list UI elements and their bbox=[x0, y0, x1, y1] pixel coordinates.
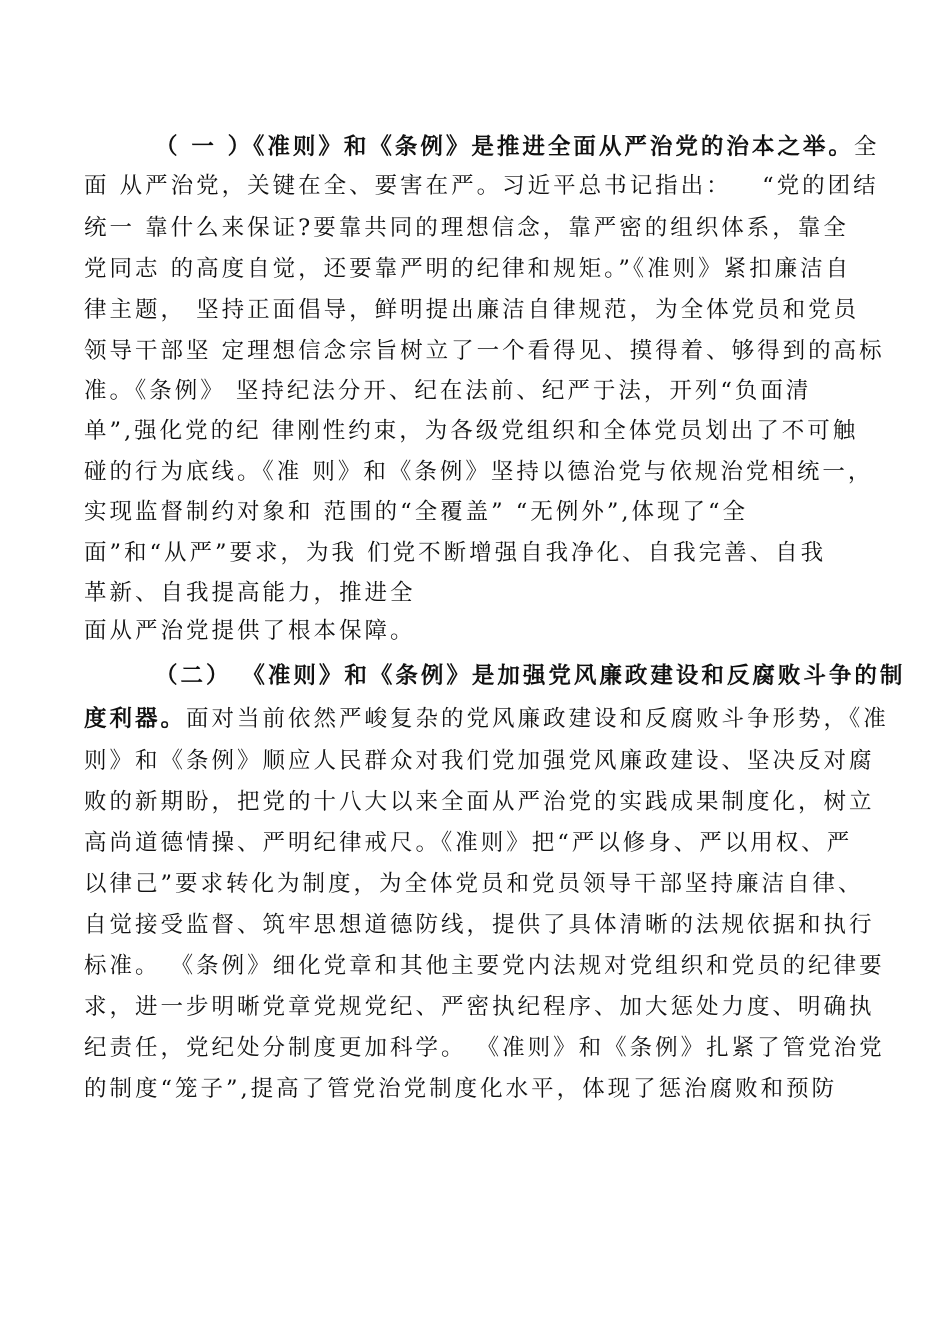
section1-line-5: 律主题， 坚持正面倡导，鲜明提出廉洁自律规范，为全体党员和党员 bbox=[84, 297, 860, 323]
section1-line-8: 单”,强化党的纪 律刚性约束，为各级党组织和全体党员划出了不可触 bbox=[84, 418, 859, 444]
section2-heading-end: 度利器。 bbox=[84, 706, 187, 732]
section2-line-4: 败的新期盼，把党的十八大以来全面从严治党的实践成果制度化，树立 bbox=[84, 789, 875, 815]
section2-line-10: 纪责任，党纪处分制度更加科学。 《准则》和《条例》扎紧了管党治党 bbox=[84, 1035, 885, 1061]
section1-line-2: 面 从严治党，关键在全、要害在严。习近平总书记指出： “党的团结 bbox=[84, 173, 879, 199]
section1-line-13: 面从严治党提供了根本保障。 bbox=[84, 618, 416, 644]
section1-line-3: 统一 靠什么来保证?要靠共同的理想信念，靠严密的组织体系，靠全 bbox=[84, 215, 849, 241]
section1-line-11: 面”和“从严”要求，为我 们党不断增强自我净化、自我完善、自我 bbox=[84, 540, 827, 566]
section2-heading: （二） 《准则》和《条例》是加强党风廉政建设和反腐败斗争的制 bbox=[155, 663, 906, 689]
section2-line-9: 求，进一步明晰党章党规党纪、严密执纪程序、加大惩处力度、明确执 bbox=[84, 994, 875, 1020]
section2-line-5: 高尚道德情操、严明纪律戒尺。《准则》把“严以修身、严以用权、严 bbox=[84, 830, 853, 856]
section2-line-11: 的制度“笼子”,提高了管党治党制度化水平，体现了惩治腐败和预防 bbox=[84, 1076, 838, 1102]
section1-line-12: 革新、自我提高能力，推进全 bbox=[84, 580, 416, 606]
section1-line-10: 实现监督制约对象和 范围的“全覆盖” “无例外”,体现了“全 bbox=[84, 499, 748, 525]
section2-line-2-text: 面对当前依然严峻复杂的党风廉政建设和反腐败斗争形势，《准 bbox=[186, 706, 889, 732]
section2-line-2 bbox=[84, 704, 889, 734]
section1-line-9: 碰的行为底线。《准 则》和《条例》坚持以德治党与依规治党相统一， bbox=[84, 459, 874, 485]
section1-line-1-text: 全 bbox=[853, 134, 880, 160]
section1-line-1 bbox=[155, 132, 945, 162]
section1-line-7: 准。《条例》 坚持纪法分开、纪在法前、纪严于法，开列“负面清 bbox=[84, 378, 812, 404]
section2-line-7: 自觉接受监督、筑牢思想道德防线，提供了具体清晰的法规依据和执行 bbox=[84, 912, 875, 938]
section1-line-6: 领导干部坚 定理想信念宗旨树立了一个看得见、摸得着、够得到的高标 bbox=[84, 338, 885, 364]
section2-line-3: 则》和《条例》顺应人民群众对我们党加强党风廉政建设、坚决反对腐 bbox=[84, 748, 875, 774]
section1-heading: （ 一 ）《准则》和《条例》是推进全面从严治党的治本之举。 bbox=[155, 134, 854, 160]
section2-line-6: 以律己”要求转化为制度，为全体党员和党员领导干部坚持廉洁自律、 bbox=[84, 871, 864, 897]
section2-line-8: 标准。 《条例》细化党章和其他主要党内法规对党组织和党员的纪律要 bbox=[84, 953, 885, 979]
section1-line-4: 党同志 的高度自觉，还要靠严明的纪律和规矩。”《准则》紧扣廉洁自 bbox=[84, 256, 852, 282]
